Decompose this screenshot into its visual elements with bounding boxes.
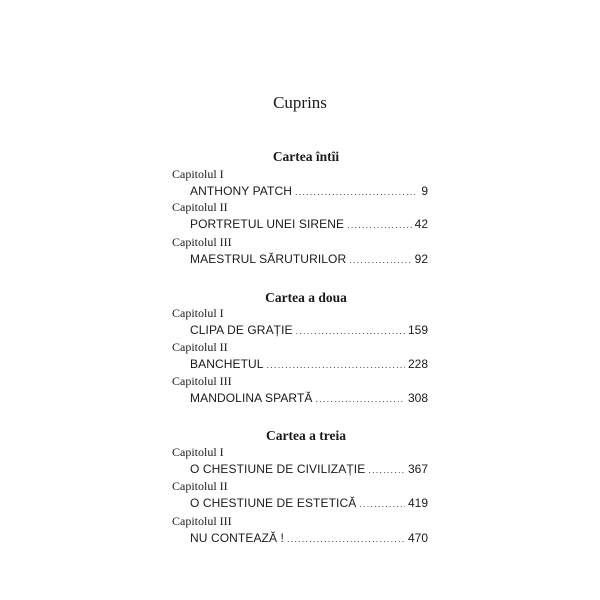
chapter-label: Capitolul I bbox=[172, 445, 224, 459]
chapter-title: BANCHETUL bbox=[190, 357, 264, 371]
book-section-1 bbox=[172, 148, 428, 166]
dot-leader bbox=[368, 463, 405, 478]
book-title: Cartea a doua bbox=[265, 290, 347, 305]
chapter-title: O CHESTIUNE DE CIVILIZAȚIE bbox=[190, 462, 366, 476]
chapter-label: Capitolul I bbox=[172, 306, 224, 320]
chapter-entry bbox=[172, 514, 428, 547]
page-number: 42 bbox=[414, 217, 428, 231]
chapter-entry bbox=[172, 167, 428, 200]
dot-leader bbox=[316, 392, 405, 407]
chapter-entry bbox=[172, 306, 428, 339]
toc-entry[interactable] bbox=[172, 357, 428, 373]
page-number: 159 bbox=[407, 323, 428, 337]
toc-entry[interactable] bbox=[172, 184, 428, 200]
book-title: Cartea întîi bbox=[272, 149, 340, 164]
page-number: 9 bbox=[421, 184, 428, 198]
dot-leader bbox=[296, 324, 405, 339]
chapter-title: PORTRETUL UNEI SIRENE bbox=[190, 217, 345, 231]
chapter-entry bbox=[172, 479, 428, 512]
toc-entry[interactable] bbox=[172, 531, 428, 547]
chapter-title: ANTHONY PATCH bbox=[190, 184, 292, 198]
chapter-entry bbox=[172, 340, 428, 373]
chapter-entry bbox=[172, 235, 428, 268]
chapter-title: CLIPA DE GRAȚIE bbox=[190, 323, 293, 337]
chapter-label: Capitolul III bbox=[172, 235, 232, 249]
toc-entry[interactable] bbox=[172, 496, 428, 512]
dot-leader bbox=[349, 253, 411, 268]
page-number: 308 bbox=[407, 391, 428, 405]
toc-entry[interactable] bbox=[172, 391, 428, 407]
dot-leader bbox=[347, 218, 412, 233]
chapter-title: O CHESTIUNE DE ESTETICĂ bbox=[190, 496, 357, 510]
chapter-title: NU CONTEAZĂ ! bbox=[190, 531, 284, 545]
chapter-title: MAESTRUL SĂRUTURILOR bbox=[190, 252, 347, 266]
toc-entry[interactable] bbox=[172, 252, 428, 268]
page-number: 367 bbox=[407, 462, 428, 476]
dot-leader bbox=[359, 497, 405, 512]
book-section-2 bbox=[172, 289, 428, 307]
dot-leader bbox=[267, 358, 405, 373]
chapter-label: Capitolul I bbox=[172, 167, 224, 181]
dot-leader bbox=[295, 185, 418, 200]
book-title: Cartea a treia bbox=[266, 428, 346, 443]
toc-title: Cuprins bbox=[273, 93, 327, 112]
chapter-label: Capitolul III bbox=[172, 374, 232, 388]
chapter-entry bbox=[172, 374, 428, 407]
toc-entry[interactable] bbox=[172, 462, 428, 478]
chapter-entry bbox=[172, 200, 428, 233]
chapter-title: MANDOLINA SPARTĂ bbox=[190, 391, 313, 405]
chapter-label: Capitolul II bbox=[172, 479, 228, 493]
toc-entry[interactable] bbox=[172, 323, 428, 339]
chapter-label: Capitolul II bbox=[172, 200, 228, 214]
book-section-3 bbox=[172, 427, 428, 445]
page-number: 228 bbox=[407, 357, 428, 371]
toc-entry[interactable] bbox=[172, 217, 428, 233]
page-number: 92 bbox=[414, 252, 428, 266]
chapter-label: Capitolul III bbox=[172, 514, 232, 528]
chapter-label: Capitolul II bbox=[172, 340, 228, 354]
page-number: 419 bbox=[407, 496, 428, 510]
page-number: 470 bbox=[407, 531, 428, 545]
dot-leader bbox=[287, 532, 405, 547]
chapter-entry bbox=[172, 445, 428, 478]
